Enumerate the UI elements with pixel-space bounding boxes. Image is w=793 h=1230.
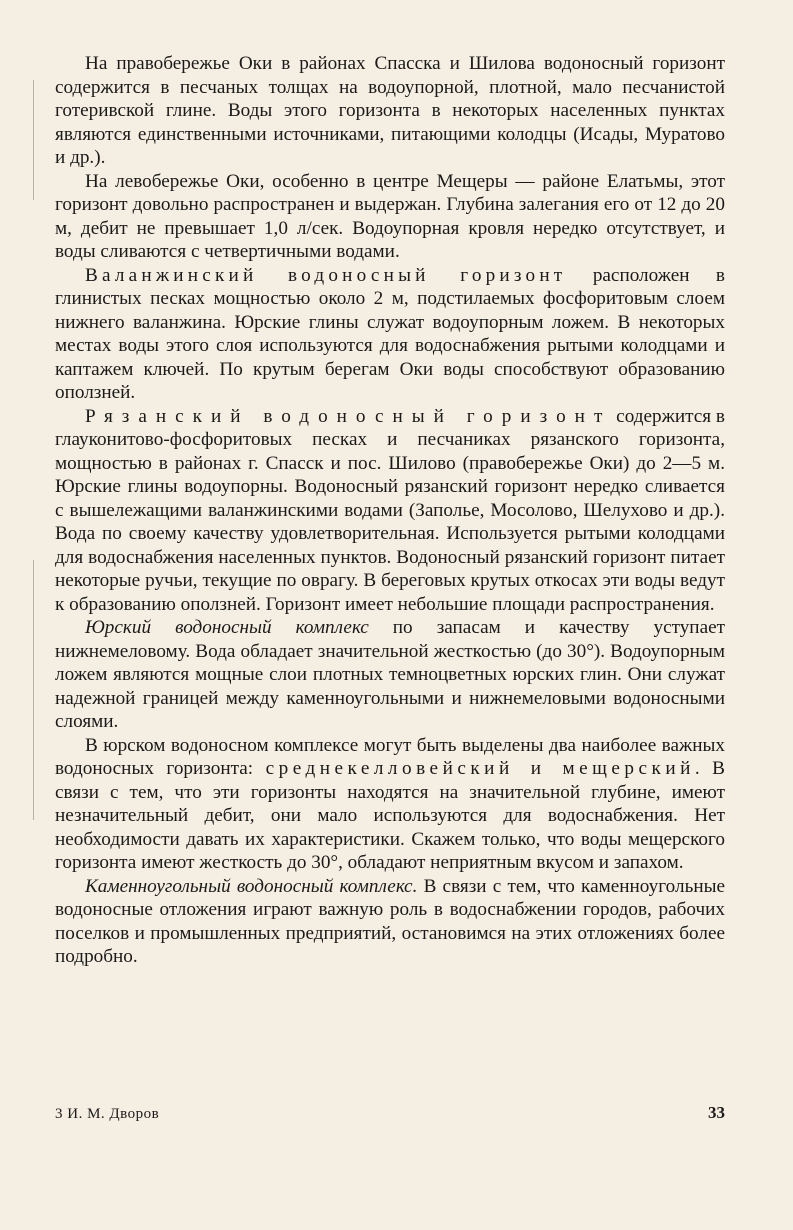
paragraph-text: содержится в глауконитово-фосфоритовых песках и песчаниках рязанского горизонта, мощностью в районах г. Спасск и пос. Шилово (правобережье Оки) до 2—5 м. Юрские глины водоупорны. Водоносный рязанский горизонт нередко сливается с вышележащими валанжинскими водами (Заполье, Мосолово, Шелухово и др.). Вода по своему качеству удовлетворительная. Используется рытыми колодцами для водоснабжения населенных пунктов. Водоносный рязанский горизонт питает некоторые ручьи, текущие по оврагу. В береговых крутых откосах эти воды ведут к образованию оползней. Горизонт имеет небольшие площади распространения. [55,405,725,615]
paragraph-text: В связи с тем, что каменноугольные водоносные отложения играют важную роль в водоснабжении городов, рабочих поселков и промышленных предприятий, остановимся на этих отложениях более подробно. [55,875,725,967]
spaced-heading-valanginian: Валанжинский водоносный горизонт [85,264,567,286]
paragraph-text: расположен в глинистых песках мощностью около 2 м, подстилаемых фосфоритовым слоем нижнего валанжина. Юрские глины служат водоупорным ложем. В некоторых местах воды этого слоя используются для водоснабжения рытыми колодцами и каптажем ключей. По крутым берегам Оки воды способствуют образованию оползней. [55,264,725,403]
paragraph: На правобережье Оки в районах Спасска и Шилова водоносный горизонт содержится в песчаных толщах на водоупорной, плотной, мало песчанистой готеривской глине. Воды этого горизонта в некоторых населенных пунктах являются единственными источниками, питающими колодцы (Исады, Муратово и др.). [55,53,725,168]
spaced-horizons: среднекелловейский и мещерский [265,758,695,779]
margin-line [33,80,34,200]
paragraph [55,264,725,405]
paragraph [55,616,725,734]
printer-signature: 3 И. М. Дворов [55,1106,160,1122]
page-footer [55,1103,725,1123]
spaced-heading-ryazan: Рязанский водоносный горизонт [85,405,612,427]
paragraph-text: . В связи с тем, что эти горизонты находятся на значительной глубине, имеют незначительный дебит, они мало используются для водоснабжения. Нет необходимости давать их характеристики. Скажем только, что воды мещерского горизонта имеют жесткость до 30°, обладают неприятным вкусом и запахом. [55,758,725,873]
paragraph [55,875,725,969]
paragraph: На левобережье Оки, особенно в центре Мещеры — районе Елатьмы, этот горизонт довольно распространен и выдержан. Глубина залегания его от 12 до 20 м, дебит не превышает 1,0 л/сек. Водоупорная кровля нередко отсутствует, и воды сливаются с четвертичными водами. [55,170,725,262]
paragraph-text: по запасам и качеству уступает нижнемеловому. Вода обладает значительной жесткостью (до 30°). Водоупорным ложем являются мощные слои плотных темноцветных юрских глин. Они служат надежной границей между каменноугольными и нижнемеловыми водоносными слоями. [55,617,725,732]
italic-heading-jurassic: Юрский водоносный комплекс [85,617,369,638]
page-body [55,52,725,969]
paragraph [55,734,725,875]
paragraph-text: В юрском водоносном комплексе могут быть выделены два наиболее важных водоносных горизонта: [55,734,725,779]
paragraph [55,405,725,617]
margin-line [33,560,34,820]
page-number: 33 [708,1103,725,1122]
italic-heading-carboniferous: Каменноугольный водоносный комплекс. [85,875,418,897]
